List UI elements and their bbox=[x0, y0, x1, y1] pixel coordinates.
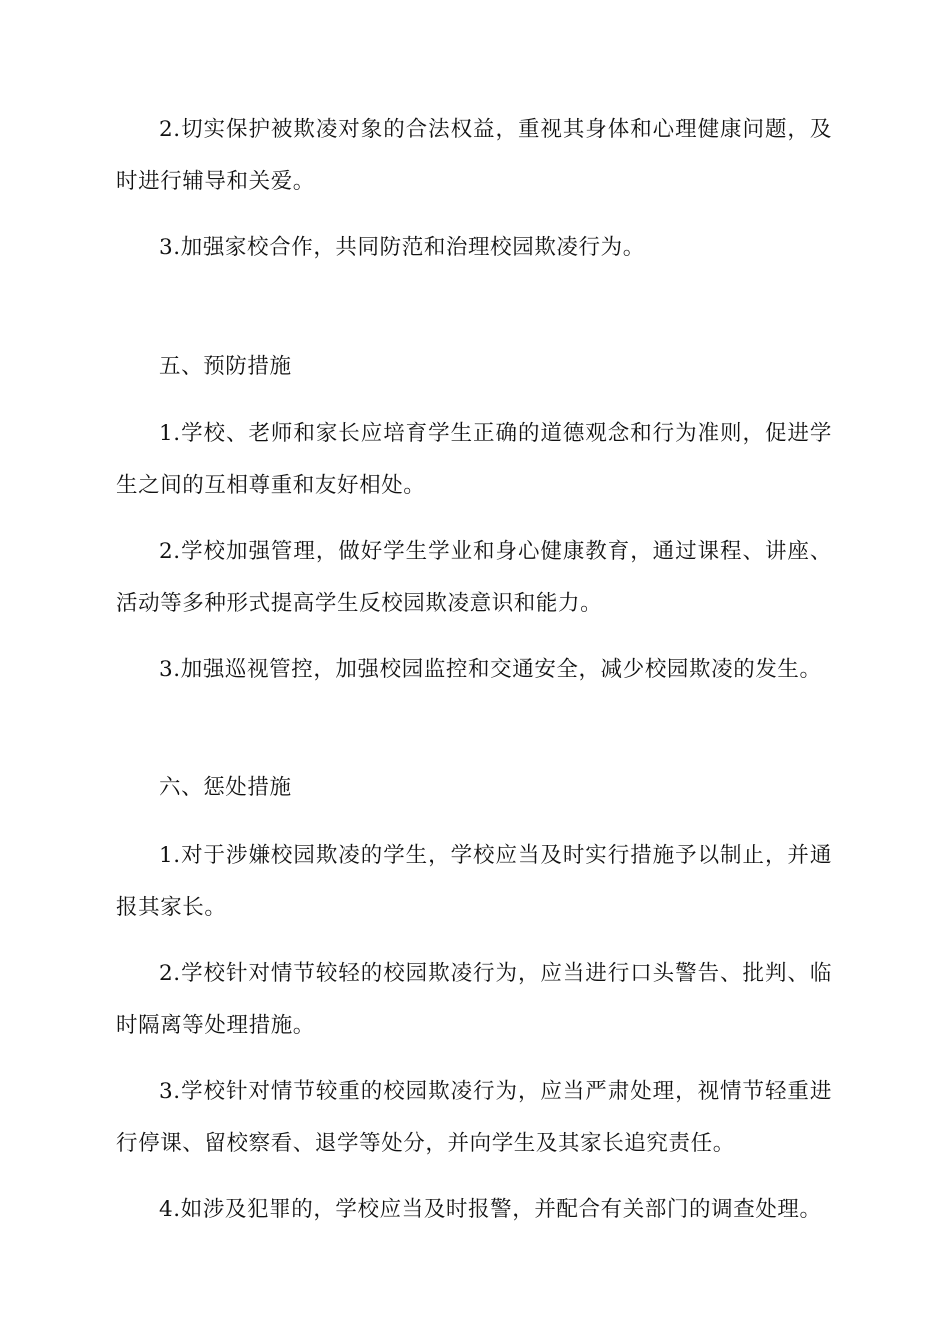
section-heading-punishment: 六、惩处措施 bbox=[159, 775, 292, 800]
paragraph-sec6-item2: 2.学校针对情节较轻的校园欺凌行为，应当进行口头警告、批判、临时隔离等处理措施。 bbox=[116, 961, 832, 1038]
paragraph-sec5-item2: 2.学校加强管理，做好学生学业和身心健康教育，通过课程、讲座、活动等多种形式提高学生反校园欺凌意识和能力。 bbox=[116, 539, 832, 616]
paragraph-sec4-item2: 2.切实保护被欺凌对象的合法权益，重视其身体和心理健康问题，及时进行辅导和关爱。 bbox=[116, 117, 832, 194]
paragraph-sec5-item3: 3.加强巡视管控，加强校园监控和交通安全，减少校园欺凌的发生。 bbox=[159, 657, 822, 682]
section-heading-prevention: 五、预防措施 bbox=[159, 354, 292, 379]
paragraph-sec6-item3: 3.学校针对情节较重的校园欺凌行为，应当严肃处理，视情节轻重进行停课、留校察看、退学等处分，并向学生及其家长追究责任。 bbox=[116, 1079, 832, 1156]
paragraph-sec6-item1: 1.对于涉嫌校园欺凌的学生，学校应当及时实行措施予以制止，并通报其家长。 bbox=[116, 843, 832, 920]
paragraph-sec5-item1: 1.学校、老师和家长应培育学生正确的道德观念和行为准则，促进学生之间的互相尊重和友好相处。 bbox=[116, 421, 832, 498]
paragraph-sec4-item3: 3.加强家校合作，共同防范和治理校园欺凌行为。 bbox=[159, 235, 645, 260]
paragraph-sec6-item4: 4.如涉及犯罪的，学校应当及时报警，并配合有关部门的调查处理。 bbox=[159, 1197, 822, 1222]
